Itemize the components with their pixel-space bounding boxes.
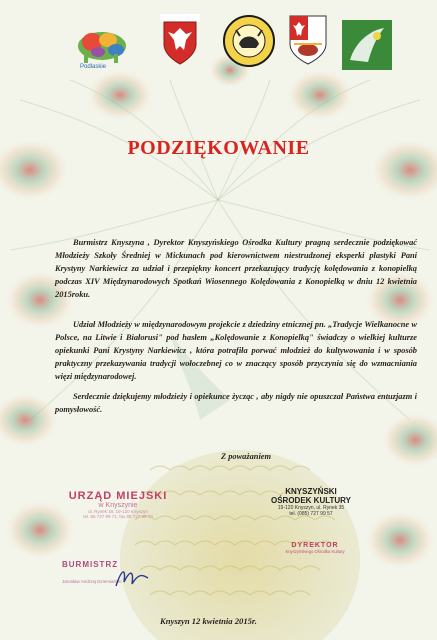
stamp-urzad-phone: tel. 85 727 99 71, fax 85 727 99 70 bbox=[83, 514, 153, 519]
stamp-osrodek-phone: tel. (085) 727 99 57 bbox=[289, 511, 333, 517]
stamp-dyrektor-sub: Knyszyńskiego Ośrodka Kultury bbox=[285, 549, 345, 554]
stamp-osrodek-line2: OŚRODEK KULTURY bbox=[271, 496, 351, 505]
culture-center-stamp bbox=[232, 487, 390, 517]
leader-icon bbox=[342, 20, 392, 70]
handwritten-signature bbox=[112, 564, 152, 592]
place-and-date: Knyszyn 12 kwietnia 2015r. bbox=[160, 616, 257, 626]
paragraph-participation: Udział Młodzieży w międzynarodowym projekcie z dziedziny etnicznej pn. „Tradycje Wielkanocne w Polsce, na Litwie i Białorusi" pod hasłem „Kolędowanie z Konopielką" świadczy o wielkiej kulturze opiekunki Pani Krystyny Narkiewicz , która potrafiła porwać młodzież do kultywowania i w sposób praktyczny przekazywania tradycji wołoczebnej co w znaczący sposób przyczynia się do wzmacniania więzi międzynarodowej. bbox=[55, 320, 417, 382]
stamp-burmistrz-title: BURMISTRZ bbox=[62, 560, 119, 569]
seal-icon bbox=[222, 14, 276, 68]
podlaskie-label: Podlaskie bbox=[80, 64, 107, 70]
stamp-urzad-sub: w Knyszynie bbox=[98, 502, 138, 509]
association-seal bbox=[222, 14, 276, 68]
leader-logo bbox=[342, 20, 392, 70]
stamp-burmistrz-name: Jarosław Andrzej Dziemiański bbox=[62, 579, 122, 584]
stamp-osrodek-address: 19-120 Knyszyn, ul. Rynek 35 bbox=[277, 505, 345, 511]
stamp-osrodek-line1: KNYSZYŃSKI bbox=[285, 487, 337, 496]
stamp-urzad-title: URZĄD MIEJSKI bbox=[68, 490, 168, 502]
paragraph-thanks: Burmistrz Knyszyna , Dyrektor Knyszyńskiego Ośrodka Kultury pragną serdecznie podziękować Młodzieży Szkoły Średniej w Mickunach pod kierownictwem niestrudzonej eksperki plastyki Pani Krystyny Narkiewicz za udział i przepiękny koncert przekazujący tradycję kolędowania z konopielką podczas XIV Międzynarodowych Spotkań Wiosennego Kolędowania z Konopielką w dniu 12 kwietnia 2015roku. bbox=[55, 238, 417, 300]
director-stamp bbox=[250, 542, 380, 554]
eagle-shield-icon bbox=[160, 14, 200, 66]
powiat-coat-of-arms bbox=[160, 14, 200, 71]
podlaskie-logo bbox=[72, 24, 132, 80]
certificate-title: PODZIĘKOWANIE bbox=[127, 137, 310, 159]
knyszyn-coat-of-arms bbox=[288, 14, 328, 71]
bison-icon bbox=[72, 24, 132, 64]
paragraph-wishes: Serdecznie dziękujemy młodzieży i opiekunce życząc , aby nigdy nie opuszczał Państwa entuzjazm i pomysłowość. bbox=[55, 392, 417, 415]
stamp-dyrektor-title: DYREKTOR bbox=[291, 542, 339, 549]
town-hall-stamp bbox=[62, 490, 174, 519]
closing-regards: Z poważaniem bbox=[221, 452, 272, 461]
eagle-bison-shield-icon bbox=[288, 14, 328, 66]
logo-row bbox=[0, 14, 437, 78]
stamp-urzad-address: ul. Rynek 18, 19-120 Knyszyn bbox=[88, 509, 148, 514]
